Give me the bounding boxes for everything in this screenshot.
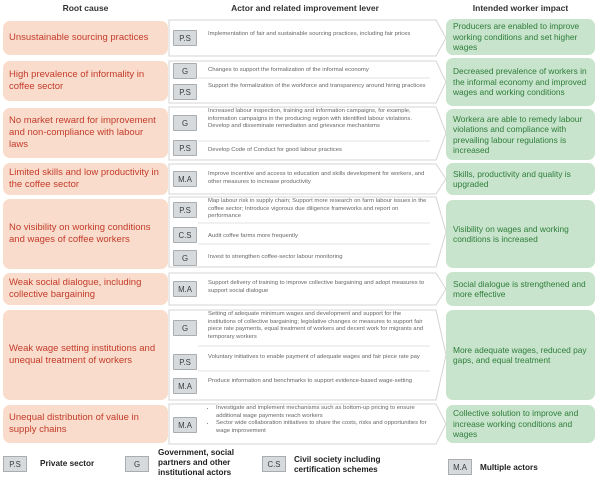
action-text: Invest to strengthen coffee-sector labour monitoring	[208, 254, 343, 260]
action-text: Audit coffee farms more frequently	[208, 233, 298, 239]
root-cause-sourcing: Unsustainable sourcing practices	[3, 21, 168, 55]
legend-badge-private: P.S	[3, 456, 27, 472]
header-root-cause: Root cause	[62, 3, 109, 13]
root-cause-social-dialogue: Weak social dialogue, including collective bargaining	[3, 273, 168, 305]
legend-badge-government: G	[125, 456, 149, 472]
action-text: Setting of adequate minimum wages and development and support for the institutions of collective bargaining; legislative changes or measures to support fair piece rate payments, equal treatment of workers and decent work for migrants and temporary workers	[208, 311, 424, 340]
root-cause-informality: High prevalence of informality in coffee sector	[3, 61, 168, 101]
action-text: Produce information and benchmarks to support evidence-based wage-setting	[208, 378, 413, 384]
header-actor-lever: Actor and related improvement lever	[231, 3, 379, 13]
impact-market-reward: Workera are able to remedy labour violations and compliance with prevailing labour regulations is increased	[446, 109, 595, 160]
actor-badge: M.A	[173, 378, 197, 394]
actor-badge: G	[173, 63, 197, 79]
actor-badge: P.S	[173, 84, 197, 100]
root-cause-value-distribution: Unequal distribution of value in supply chains	[3, 405, 168, 443]
legend-badge-civil-society: C.S	[262, 456, 286, 472]
impact-sourcing: Producers are enabled to improve working conditions and set higher wages	[446, 19, 595, 55]
legend-label-government: Government, social partners and other institutional actors	[158, 448, 234, 477]
actor-badge: P.S	[173, 30, 197, 46]
action-text: Develop Code of Conduct for good labour practices	[208, 147, 342, 153]
legend-label-multiple: Multiple actors	[480, 463, 538, 472]
action-text: Support the formalization of the workforce and transparency around hiring practices	[208, 83, 426, 89]
legend-label-private: Private sector	[40, 459, 95, 468]
root-cause-market-reward: No market reward for improvement and non-compliance with labour laws	[3, 108, 168, 158]
actor-badge: M.A	[173, 417, 197, 433]
actor-badge: G	[173, 250, 197, 266]
impact-informality: Decreased prevalence of workers in the informal economy and improved wages and working conditions	[446, 58, 595, 106]
root-cause-skills: Limited skills and low productivity in the coffee sector	[3, 163, 168, 195]
action-text: Changes to support the formalization of the informal economy	[208, 67, 369, 73]
impact-wage-setting: More adequate wages, reduced pay gaps, and equal treatment	[446, 310, 595, 400]
legend-badge-multiple: M.A	[448, 459, 472, 475]
root-cause-wage-setting: Weak wage setting institutions and unequal treatment of workers	[3, 310, 168, 400]
action-bullet: • Sector wide collaboration initiatives to share the costs, risks and opportunities for wage improvement	[216, 420, 430, 435]
actor-badge: P.S	[173, 140, 197, 156]
action-bullets	[208, 405, 430, 435]
impact-social-dialogue: Social dialogue is strengthened and more effective	[446, 272, 595, 306]
legend-label-civil-society: Civil society including certification schemes	[294, 455, 381, 474]
header-intended-impact: Intended worker impact	[472, 3, 569, 13]
action-text: Support delivery of training to improve collective bargaining and adopt measures to support social dialogue	[208, 280, 425, 294]
actor-badge: P.S	[173, 202, 197, 218]
actor-badge: C.S	[173, 227, 197, 243]
action-text: Voluntary initiatives to enable payment of adequate wages and fair piece rate pay	[208, 354, 420, 360]
actor-badge: M.A	[173, 171, 197, 187]
root-cause-visibility: No visibility on working conditions and wages of coffee workers	[3, 199, 168, 269]
action-bullet: • Investigate and implement mechanisms such as bottom-up pricing to ensure additional wage payments reach workers	[216, 405, 430, 420]
impact-visibility: Visibility on wages and working conditions is increased	[446, 200, 595, 268]
actor-badge: G	[173, 320, 197, 336]
impact-value-distribution: Collective solution to improve and increase working conditions and wages	[446, 405, 595, 443]
action-text: Map labour risk in supply chain; Support more research on farm labour issues in the coffee sector; Introduce vigorous due diligence frameworks and report on performance	[208, 198, 427, 220]
impact-skills: Skills, productivity and quality is upgraded	[446, 163, 595, 195]
action-text: Implementation of fair and sustainable sourcing practices, including fair prices	[208, 31, 411, 37]
actor-badge: G	[173, 115, 197, 131]
action-text: Improve incentive and access to education and skills development for workers, and other measures to increase productivity	[208, 171, 425, 185]
actor-badge: M.A	[173, 281, 197, 297]
action-text: Increased labour inspection, training and information campaigns, for example, information campaigns in the producing region with identified labour violations. Develop and disseminate remediation and grievance mechanisms	[208, 108, 413, 130]
actor-badge: P.S	[173, 354, 197, 370]
